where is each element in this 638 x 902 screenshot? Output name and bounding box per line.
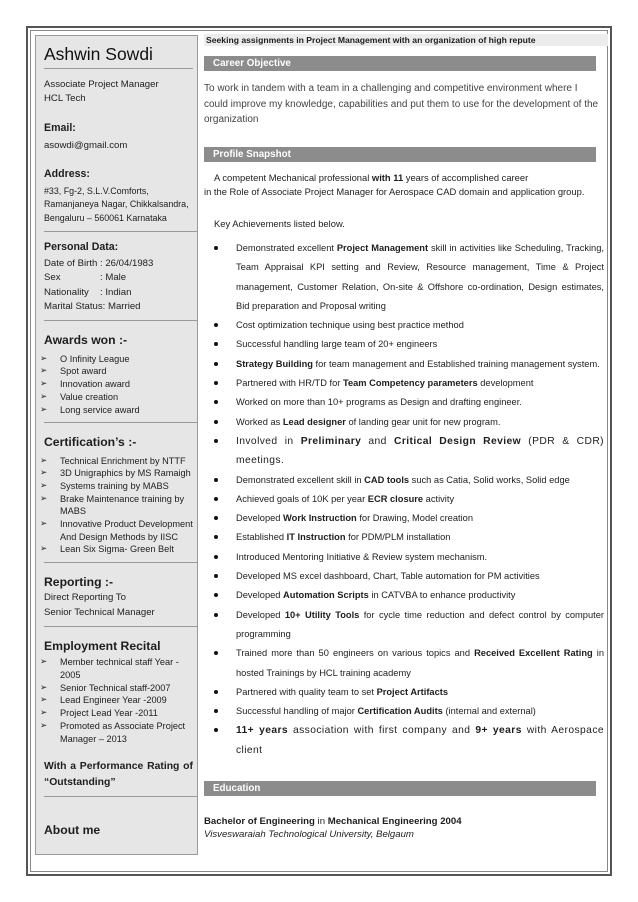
achievement-text: for cycle time reduction and defect control by computer programming: [236, 609, 604, 639]
achievement-text: Partnered with HR/TD for: [236, 378, 343, 389]
candidate-name: Ashwin Sowdi: [44, 44, 153, 64]
achievement-bold: Automation Scripts: [283, 590, 369, 601]
profile-line: [204, 171, 604, 185]
profile-summary: [204, 171, 604, 198]
list-item: [204, 528, 604, 547]
achievement-text: Developed: [236, 590, 284, 601]
achievement-bold: Lead designer: [282, 416, 346, 427]
list-item: [204, 702, 604, 721]
list-item: ➢ Technical Enrichment by NTTF: [40, 455, 193, 468]
achievement-text: Introduced Mentoring Initiative & Review system mechanism.: [236, 551, 488, 562]
profile-text: A competent Mechanical professional: [214, 172, 372, 183]
seeking-banner: Seeking assignments in Project Management with an organization of high repute: [204, 34, 608, 46]
address-line: #33, Fg-2, S.L.V.Comforts,: [44, 185, 149, 196]
achievement-text: Worked as: [236, 416, 283, 427]
sex-row: [44, 271, 193, 285]
nationality-label: Nationality: [44, 286, 89, 298]
achievement-text: Worked on more than 10+ programs as Design and drafting engineer.: [236, 397, 522, 408]
achievement-bold: Certification Audits: [357, 706, 443, 717]
achievement-text: Partnered with quality team to set: [236, 686, 377, 697]
list-item: [204, 509, 604, 528]
education-details: [204, 816, 604, 842]
career-objective-text: To work in tandem with a team in a challenging and competitive environment where I could improve my knowledge, capabilities and put them to use for the development of the organization: [204, 83, 599, 126]
achievement-text: for Drawing, Model creation: [356, 513, 474, 524]
profile-snapshot-heading: Profile Snapshot: [204, 147, 596, 162]
achievement-bold: Critical Design Review: [393, 435, 522, 447]
list-item: ➢ Systems training by MABS: [40, 480, 193, 493]
achievement-text: Established: [236, 532, 287, 543]
list-item: [204, 239, 604, 316]
degree-connector: in: [314, 816, 328, 827]
section-divider: [44, 562, 197, 563]
list-item: ➢ Innovation award: [40, 378, 193, 391]
profile-line: in the Role of Associate Project Manager for Aerospace CAD domain and application group.: [204, 185, 585, 197]
list-item: [204, 548, 604, 567]
achievement-text: of landing gear unit for new program.: [345, 416, 501, 427]
list-item: [204, 721, 604, 760]
nationality-value: : Indian: [100, 286, 132, 298]
achievement-text: (internal and external): [442, 706, 536, 717]
achievement-bold: Received Excellent Rating: [474, 648, 593, 659]
list-item: [204, 335, 604, 354]
degree-line: [204, 816, 604, 829]
section-divider: [44, 320, 197, 321]
list-item: ➢ Promoted as Associate Project Manager – 2013: [40, 720, 193, 745]
achievement-text: Successful handling of major: [236, 706, 358, 717]
reporting-heading: Reporting :-: [44, 575, 114, 590]
achievement-text: Demonstrated excellent: [236, 243, 337, 253]
achievement-text: Developed MS excel dashboard, Chart, Table automation for PM activities: [236, 571, 540, 582]
achievement-bold: Preliminary: [300, 435, 362, 447]
address-line: Bengaluru – 560061 Karnataka: [44, 212, 167, 223]
employment-list: [40, 656, 193, 745]
list-item: [204, 683, 604, 702]
employment-heading: Employment Recital: [44, 639, 161, 654]
achievement-text: association with first company and: [288, 725, 476, 737]
achievement-text: Trained more than 50 engineers on various topics and: [236, 648, 475, 659]
list-item: ➢ Senior Technical staff-2007: [40, 682, 193, 695]
page-inner-border: [30, 30, 608, 872]
list-item: ➢ Spot award: [40, 365, 193, 378]
reporting-line: Senior Technical Manager: [44, 606, 155, 618]
achievement-text: in CATVBA to enhance productivity: [368, 590, 516, 601]
job-title: Associate Project Manager: [44, 79, 159, 90]
list-item: ➢ Long service award: [40, 404, 193, 417]
achievement-text: Involved in: [236, 435, 301, 447]
list-item: ➢ Lead Engineer Year -2009: [40, 694, 193, 707]
list-item: [204, 316, 604, 335]
degree-field: Mechanical Engineering 2004: [327, 816, 462, 827]
date-of-birth: Date of Birth : 26/04/1983: [44, 257, 154, 269]
university-name: Visveswaraiah Technological University, Belgaum: [204, 828, 414, 840]
achievement-text: and: [361, 435, 394, 447]
list-item: [204, 393, 604, 412]
sex-label: Sex: [44, 272, 61, 284]
achievement-text: activity: [423, 493, 455, 504]
list-item: ➢ Brake Maintenance training by MABS: [40, 493, 193, 518]
list-item: [204, 586, 604, 605]
name-divider: [44, 68, 193, 69]
performance-rating: With a Performance Rating of “Outstanding”: [44, 761, 193, 788]
company-name: HCL Tech: [44, 93, 86, 105]
achievement-bold: 11+ years: [236, 725, 289, 737]
achievement-text: in hosted Trainings by HCL training academy: [236, 648, 604, 678]
personal-heading: Personal Data:: [44, 241, 119, 254]
list-item: [204, 355, 604, 374]
list-item: ➢ 3D Unigraphics by MS Ramaigh: [40, 467, 193, 480]
career-objective-heading: Career Objective: [204, 56, 596, 71]
sex-value: : Male: [100, 272, 127, 284]
section-divider: [44, 231, 197, 232]
achievement-text: skill in activities like Scheduling, Tracking, Team Appraisal KPI setting and Review, Resource management, Time & Project management, Customer Relation, On-site & Offshore co-ordination, Design estimates, Bid preparation and Proposal writing: [236, 243, 604, 311]
address-heading: Address:: [44, 168, 90, 181]
achievement-text: Achieved goals of 10K per year: [236, 493, 368, 504]
list-item: ➢ Innovative Product Development And Design Methods by IISC: [40, 518, 193, 543]
resume-page: [26, 26, 612, 876]
achievement-text: Developed: [236, 609, 285, 620]
list-item: [204, 644, 604, 683]
achievement-text: Developed: [236, 513, 284, 524]
achievement-text: for PDM/PLM installation: [345, 532, 451, 543]
list-item: ➢ Value creation: [40, 391, 193, 404]
key-achievements-label: Key Achievements listed below.: [214, 218, 345, 229]
list-item: ➢ Member technical staff Year - 2005: [40, 656, 193, 681]
list-item: ➢ Lean Six Sigma- Green Belt: [40, 543, 193, 556]
list-item: [204, 374, 604, 393]
achievement-text: such as Catia, Solid works, Solid edge: [409, 474, 570, 485]
achievement-text: with Aerospace client: [236, 725, 604, 756]
achievement-bold: Strategy Building: [236, 358, 313, 369]
list-item: [204, 606, 604, 645]
list-item: [204, 471, 604, 490]
achievement-text: Cost optimization technique using best practice method: [236, 320, 464, 331]
main-content: [204, 31, 611, 871]
list-item: [204, 413, 604, 432]
address-line: Ramanjaneya Nagar, Chikkalsandra,: [44, 199, 189, 210]
section-divider: [44, 796, 197, 797]
list-item: ➢ Project Lead Year -2011: [40, 707, 193, 720]
list-item: ➢ O Infinity League: [40, 353, 193, 366]
email-address[interactable]: asowdi@gmail.com: [44, 139, 128, 151]
achievements-list: [204, 239, 604, 760]
certifications-list: [40, 455, 193, 557]
section-divider: [44, 422, 197, 423]
nationality-row: [44, 286, 193, 300]
achievement-bold: Work Instruction: [283, 513, 357, 524]
list-item: [204, 490, 604, 509]
email-heading: Email:: [44, 121, 76, 134]
achievement-text: Successful handling large team of 20+ engineers: [236, 339, 438, 350]
sidebar: [35, 35, 198, 855]
achievement-text: for team management and Established training management system.: [312, 358, 600, 369]
profile-bold: with 11: [371, 172, 404, 183]
certifications-heading: Certification’s :-: [44, 435, 137, 450]
list-item: [204, 432, 604, 471]
achievement-bold: Project Artifacts: [376, 686, 449, 697]
reporting-line: Direct Reporting To: [44, 592, 126, 604]
achievement-text: development: [477, 378, 534, 389]
achievement-bold: ECR closure: [367, 493, 424, 504]
education-heading: Education: [204, 781, 596, 796]
marital-status: Marital Status: Married: [44, 301, 141, 313]
profile-text: years of accomplished career: [403, 172, 529, 183]
achievement-text: (PDR & CDR) meetings.: [236, 435, 604, 467]
achievement-bold: Team Competency parameters: [342, 378, 478, 389]
achievement-text: Demonstrated excellent skill in: [236, 474, 365, 485]
list-item: [204, 567, 604, 586]
achievement-bold: CAD tools: [364, 474, 410, 485]
achievement-bold: 9+ years: [475, 725, 522, 737]
achievement-bold: 10+ Utility Tools: [284, 609, 360, 620]
degree-name: Bachelor of Engineering: [204, 816, 315, 827]
about-heading: About me: [44, 823, 101, 838]
achievement-bold: IT Instruction: [286, 532, 346, 543]
achievement-bold: Project Management: [336, 243, 429, 253]
awards-list: [40, 353, 193, 416]
awards-heading: Awards won :-: [44, 333, 128, 348]
section-divider: [44, 626, 197, 627]
